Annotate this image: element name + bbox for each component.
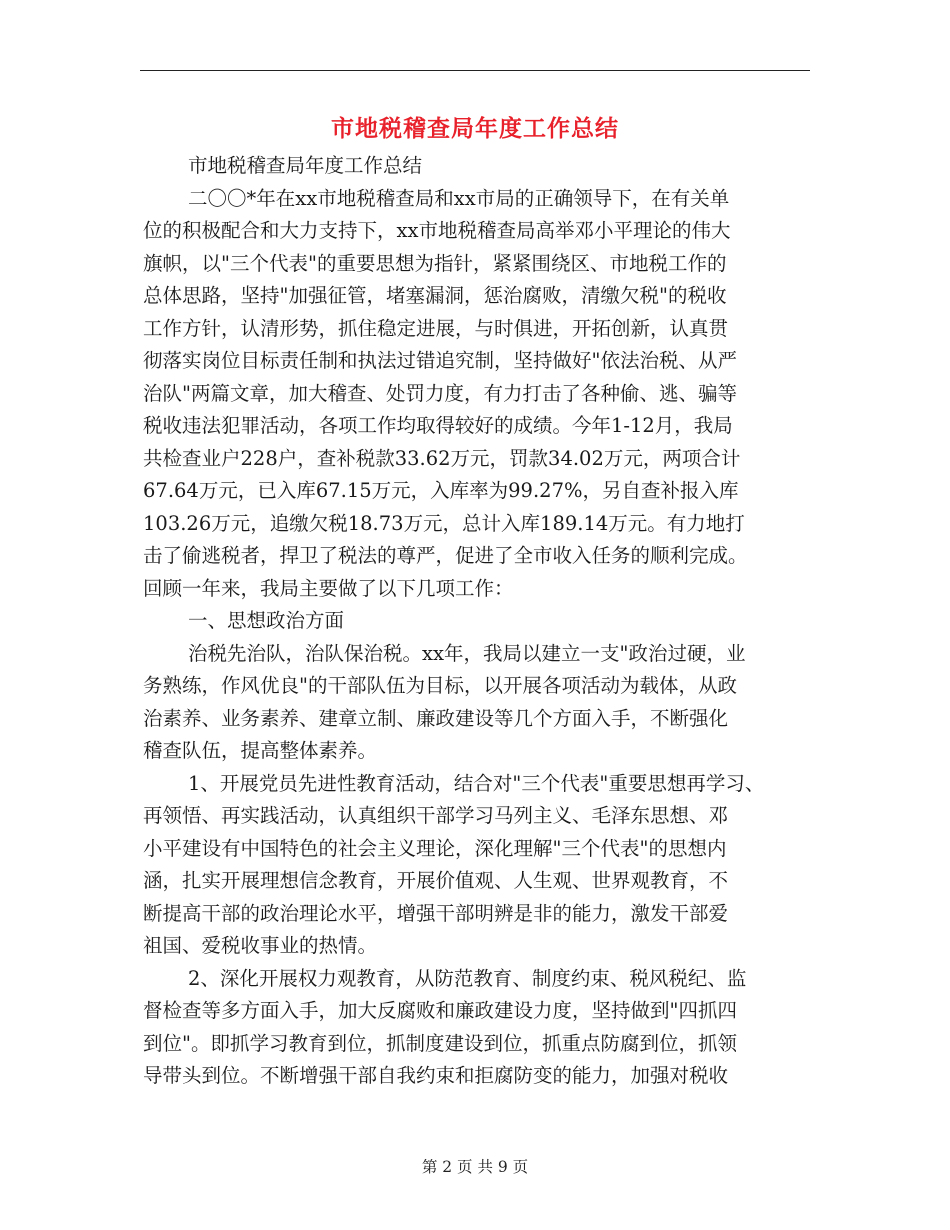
page-number-footer: 第 2 页 共 9 页 [421, 1158, 529, 1176]
body-line: 治素养、业务素养、建章立制、廉政建设等几个方面入手，不断强化 [143, 706, 729, 730]
section-heading: 一、思想政治方面 [188, 609, 345, 632]
body-line: 位的积极配合和大力支持下，xx市地税稽查局高举邓小平理论的伟大 [143, 219, 731, 242]
body-line: 导带头到位。不断增强干部自我约束和拒腐防变的能力，加强对税收 [143, 1064, 729, 1087]
body-line: 稽查队伍，提高整体素养。 [143, 739, 378, 762]
body-line: 103.26万元，追缴欠税18.73万元，总计入库189.14万元。有力地打 [143, 511, 745, 535]
body-line: 税收违法犯罪活动，各项工作均取得较好的成绩。今年1-12月，我局 [143, 414, 733, 437]
body-line: 二〇〇*年在xx市地税稽查局和xx市局的正确领导下，在有关单 [188, 186, 730, 210]
body-line: 务熟练，作风优良"的干部队伍为目标，以开展各项活动为载体，从政 [143, 674, 737, 697]
body-line: 到位"。即抓学习教育到位，抓制度建设到位，抓重点防腐到位，抓领 [143, 1031, 737, 1055]
body-line: 治队"两篇文章，加大稽查、处罚力度，有力打击了各种偷、逃、骗等 [143, 381, 737, 405]
body-line: 再领悟、再实践活动，认真组织干部学习马列主义、毛泽东思想、邓 [143, 804, 729, 827]
body-line: 督检查等多方面入手，加大反腐败和廉政建设力度，坚持做到"四抓四 [143, 999, 737, 1022]
body-line: 祖国、爱税收事业的热情。 [143, 934, 378, 957]
body-line: 彻落实岗位目标责任制和执法过错追究制，坚持做好"依法治税、从严 [143, 349, 737, 372]
body-line: 治税先治队，治队保治税。xx年，我局以建立一支"政治过硬，业 [188, 641, 746, 665]
body-line: 2、深化开展权力观教育，从防范教育、制度约束、税风税纪、监 [188, 966, 747, 990]
header-rule [140, 70, 810, 71]
document-title: 市地税稽查局年度工作总结 [331, 115, 619, 142]
body-line: 小平建设有中国特色的社会主义理论，深化理解"三个代表"的思想内 [143, 836, 727, 860]
body-line: 击了偷逃税者，捍卫了税法的尊严，促进了全市收入任务的顺利完成。 [143, 544, 748, 567]
body-line: 67.64万元，已入库67.15万元，入库率为99.27%，另自查补报入库 [143, 479, 739, 502]
body-line: 断提高干部的政治理论水平，增强干部明辨是非的能力，激发干部爱 [143, 901, 729, 925]
body-line: 工作方针，认清形势，抓住稳定进展，与时俱进，开拓创新，认真贯 [143, 316, 729, 340]
body-line: 总体思路，坚持"加强征管，堵塞漏洞，惩治腐败，清缴欠税"的税收 [143, 284, 727, 307]
body-line: 市地税稽查局年度工作总结 [188, 154, 423, 177]
document-body [143, 150, 833, 1093]
body-line: 共检查业户228户，查补税款33.62万元，罚款34.02万元，两项合计 [143, 446, 741, 470]
body-line: 回顾一年来，我局主要做了以下几项工作： [143, 576, 514, 600]
body-line: 涵，扎实开展理想信念教育，开展价值观、人生观、世界观教育，不 [143, 869, 729, 892]
body-line: 1、开展党员先进性教育活动，结合对"三个代表"重要思想再学习、 [188, 771, 765, 795]
body-line: 旗帜，以"三个代表"的重要思想为指针，紧紧围绕区、市地税工作的 [143, 251, 727, 275]
